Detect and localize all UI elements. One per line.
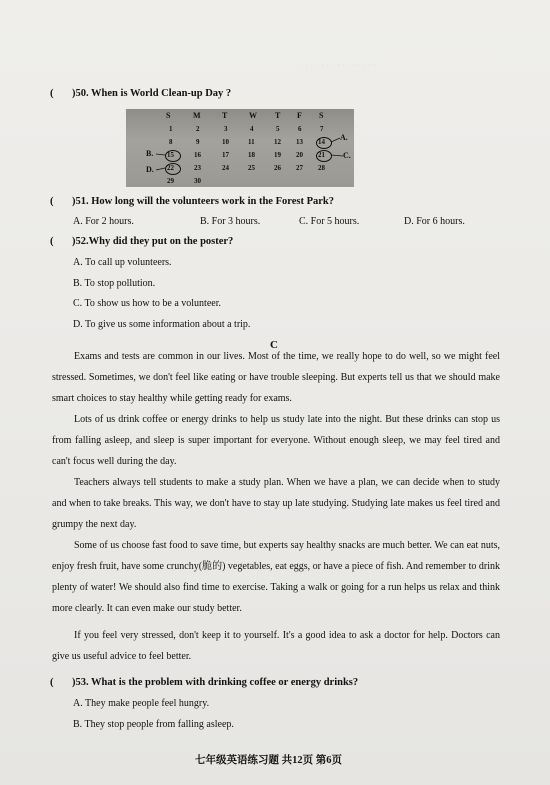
calendar-day: 30 bbox=[194, 177, 201, 185]
option-b: B. They stop people from falling asleep. bbox=[73, 719, 234, 730]
calendar-day: 19 bbox=[274, 151, 281, 159]
calendar-day: 26 bbox=[274, 164, 281, 172]
bleed-through: · · · · · · · · · · · · · · · bbox=[300, 60, 377, 70]
calendar-day: 6 bbox=[298, 125, 302, 133]
calendar-day: 16 bbox=[194, 151, 201, 159]
question-53: ( )53. What is the problem with drinking coffee or energy drinks? bbox=[50, 677, 359, 688]
calendar-header-mon: M bbox=[193, 111, 201, 120]
option-b: B. For 3 hours. bbox=[200, 216, 261, 227]
passage-paragraph-1: Exams and tests are common in our lives. Most of the time, we really hope to do well, so we might feel stressed. Sometimes, we don't feel like eating or have trouble sleeping. But experts tell us that we should make smart choices to stay healthy while getting ready for exams. bbox=[52, 351, 500, 404]
option-c: C. To show us how to be a volunteer. bbox=[73, 298, 221, 309]
calendar-day: 22 bbox=[167, 164, 174, 172]
calendar-day: 1 bbox=[169, 125, 173, 133]
calendar-day: 11 bbox=[248, 138, 255, 146]
calendar-day: 5 bbox=[276, 125, 280, 133]
calendar-day: 10 bbox=[222, 138, 229, 146]
calendar-option-b: B. bbox=[146, 149, 154, 158]
calendar-day: 25 bbox=[248, 164, 255, 172]
calendar-day: 13 bbox=[296, 138, 303, 146]
calendar-day: 20 bbox=[296, 151, 303, 159]
calendar-day: 3 bbox=[224, 125, 228, 133]
calendar-option-c: C. bbox=[343, 151, 351, 160]
calendar-header-fri: F bbox=[297, 111, 302, 120]
calendar-day: 27 bbox=[296, 164, 303, 172]
calendar-day: 9 bbox=[196, 138, 200, 146]
calendar-day: 8 bbox=[169, 138, 173, 146]
option-d: D. For 6 hours. bbox=[404, 216, 465, 227]
calendar-day: 12 bbox=[274, 138, 281, 146]
question-50: ( )50. When is World Clean-up Day ? bbox=[50, 88, 232, 99]
calendar-header-wed: W bbox=[249, 111, 257, 120]
calendar-day: 15 bbox=[167, 151, 174, 159]
calendar-header-sat: S bbox=[319, 111, 324, 120]
section-heading: C bbox=[270, 339, 278, 351]
calendar-day: 28 bbox=[318, 164, 325, 172]
calendar-day: 7 bbox=[320, 125, 324, 133]
calendar-day: 29 bbox=[167, 177, 174, 185]
calendar-day: 23 bbox=[194, 164, 201, 172]
question-52: ( )52.Why did they put on the poster? bbox=[50, 236, 234, 247]
passage-paragraph-5: If you feel very stressed, don't keep it to yourself. It's a good idea to ask a doctor for help. Doctors can give us useful advice to feel better. bbox=[52, 630, 500, 662]
pointer-lines bbox=[126, 109, 354, 187]
option-c: C. For 5 hours. bbox=[299, 216, 360, 227]
calendar-option-a: A. bbox=[340, 133, 348, 142]
option-d: D. To give us some information about a trip. bbox=[73, 319, 251, 330]
calendar-day: 24 bbox=[222, 164, 229, 172]
calendar-day: 2 bbox=[196, 125, 200, 133]
calendar-day: 17 bbox=[222, 151, 229, 159]
calendar-day: 4 bbox=[250, 125, 254, 133]
calendar-header-tue: T bbox=[222, 111, 228, 120]
option-a: A. To call up volunteers. bbox=[73, 257, 172, 268]
calendar-day: 21 bbox=[318, 151, 325, 159]
calendar-day: 14 bbox=[318, 138, 325, 146]
calendar-option-d: D. bbox=[146, 165, 154, 174]
passage-paragraph-4: Some of us choose fast food to save time, but experts say healthy snacks are much better. We can eat nuts, enjoy fresh fruit, have some crunchy(脆的) vegetables, eat eggs, or have a piece of fish. And remember to drink plenty of water! We should also find time to exercise. Taking a walk or going for a run helps us relax and think more clearly. It can even make our study better. bbox=[52, 540, 500, 614]
passage-paragraph-3: Teachers always tell students to make a study plan. When we have a plan, we can decide when to study and when to take breaks. This way, we don't have to stay up late studying. Studying late makes us feel tired and grumpy the next day. bbox=[52, 477, 500, 530]
calendar-header-sun: S bbox=[166, 111, 171, 120]
question-51: ( )51. How long will the volunteers work in the Forest Park? bbox=[50, 196, 334, 207]
passage-paragraph-2: Lots of us drink coffee or energy drinks to help us study late into the night. But these drinks can stop us from falling asleep, and sleep is super important for everyone. Without enough sleep, we may feel tired and can't focus well during the day. bbox=[52, 414, 500, 467]
calendar-header-thu: T bbox=[275, 111, 281, 120]
option-a: A. They make people feel hungry. bbox=[73, 698, 210, 709]
option-a: A. For 2 hours. bbox=[73, 216, 134, 227]
option-b: B. To stop pollution. bbox=[73, 278, 156, 289]
calendar-image bbox=[126, 109, 354, 187]
page-footer: 七年级英语练习题 共12页 第6页 bbox=[195, 755, 342, 766]
calendar-day: 18 bbox=[248, 151, 255, 159]
